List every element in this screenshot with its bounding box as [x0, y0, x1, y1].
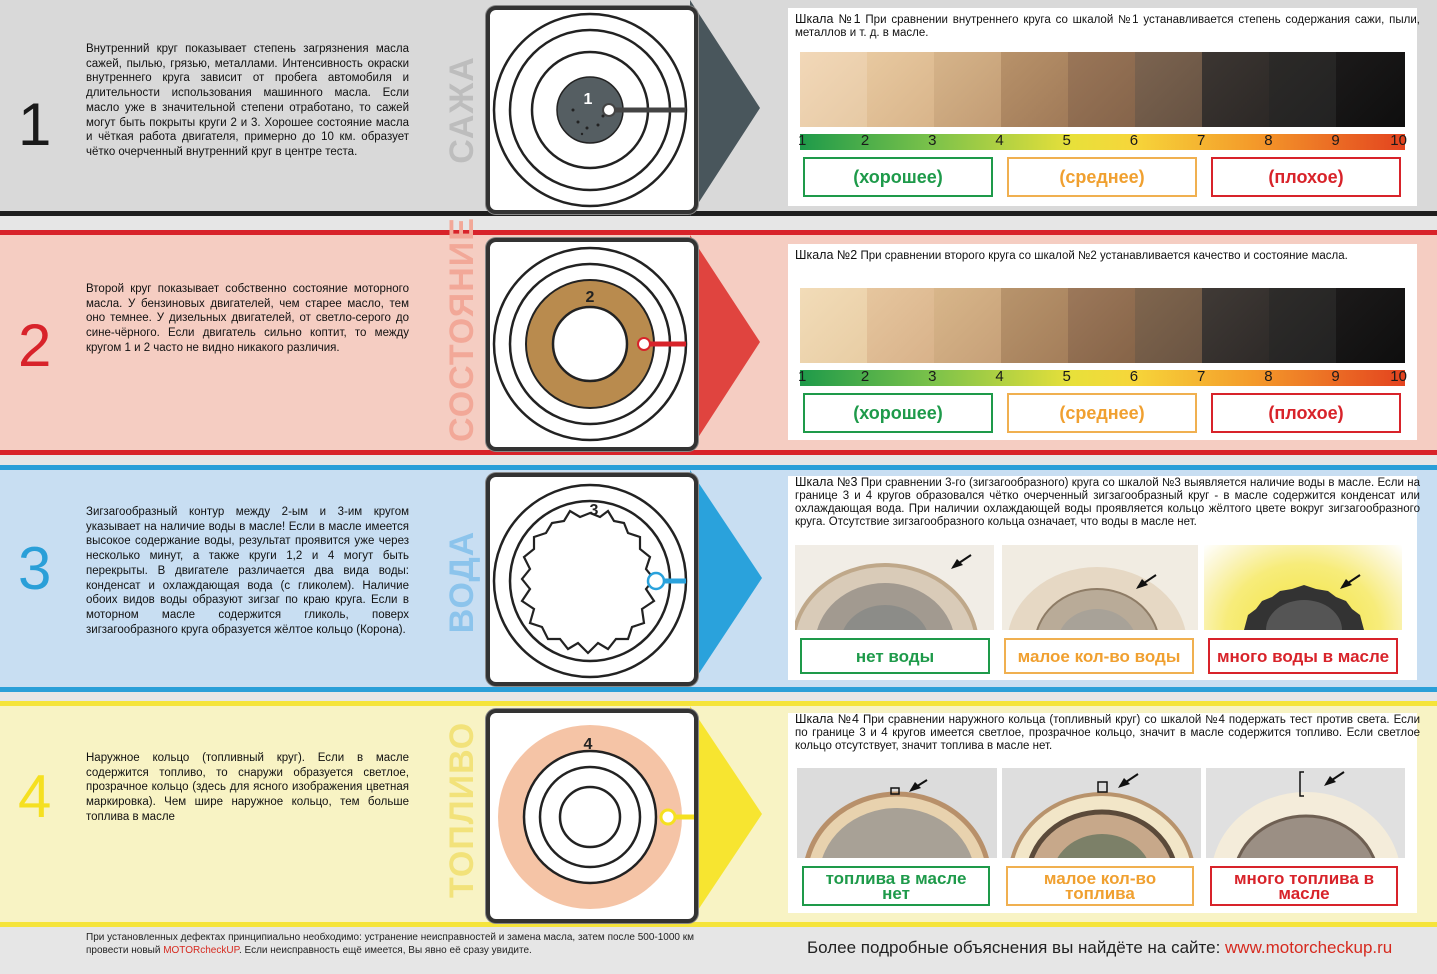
- footer-note: [86, 931, 696, 957]
- section-4-verdict-much: много топлива в масле: [1210, 866, 1398, 906]
- section-1-swatches: [800, 52, 1405, 127]
- section-3-scale-text: [795, 476, 1420, 529]
- footer-note-a: При установленных дефектах принципиально необходимо: устранение неисправностей и замена масла, затем после 500-1000 км провести новый: [86, 932, 695, 956]
- footer-note-b: . Если неисправность ещё имеется, Вы явно её сразу увидите.: [238, 945, 532, 956]
- section-1-number: 1: [18, 91, 52, 158]
- section-2-scale-bar: [800, 370, 1405, 386]
- section-2-scale-desc: При сравнении второго круга со шкалой №2 устанавливается качество и состояние масла.: [860, 250, 1348, 262]
- swatch: [1336, 288, 1405, 363]
- section-3-photo-little-water: [1002, 545, 1198, 630]
- scale-tick: 5: [1062, 368, 1071, 385]
- scale-tick: 5: [1062, 132, 1071, 149]
- section-3-verdict-much: много воды в масле: [1208, 638, 1398, 674]
- footer-url-link[interactable]: www.motorcheckup.ru: [1225, 938, 1393, 957]
- section-4-number: 4: [18, 763, 52, 830]
- swatch: [934, 288, 1001, 363]
- section-2-scale-text: [795, 249, 1420, 263]
- swatch: [1001, 288, 1068, 363]
- section-4-verdict-none: топлива в масле нет: [802, 866, 990, 906]
- section-3-diagram: [486, 473, 698, 686]
- scale-tick: 4: [995, 132, 1004, 149]
- swatch: [1135, 52, 1202, 127]
- section-1-scale-desc: При сравнении внутреннего круга со шкалой №1 устанавливается степень содержания сажи, пыли, металлов и т. д. в масле.: [795, 14, 1420, 39]
- section-2-verdict-good: (хорошее): [803, 393, 993, 433]
- section-4-verdict-little: малое кол-во топлива: [1006, 866, 1194, 906]
- section-4-circle-number: 4: [583, 736, 593, 753]
- section-3-photo-no-water: [795, 545, 994, 630]
- section-3-arrow: [690, 470, 770, 687]
- scale-tick: 7: [1196, 368, 1206, 385]
- scale-tick: 1: [798, 368, 807, 385]
- scale-tick: 9: [1331, 368, 1340, 385]
- scale-tick: 2: [860, 368, 870, 385]
- section-4-scale-desc: При сравнении наружного кольца (топливный круг) со шкалой №4 подержать тест против света. Если по границе 3 и 4 кругов имеется светлое, прозрачное кольцо, значит в масле содержится топливо. Если светлое кольцо отсутствует, значит топлива в масле нет.: [795, 714, 1420, 752]
- section-2-description: Второй круг показывает собственно состояние моторного масла. У бензиновых двигателей, чем старее масло, тем оно темнее. У дизельных двигателей, от светло-серого до сине-чёрного. Если двигатель сильно коптит, то между кругом 1 и 2 часто не видно никакого различия.: [86, 283, 409, 354]
- swatch: [800, 52, 867, 127]
- scale-tick: 8: [1264, 132, 1273, 149]
- section-2-swatches: [800, 288, 1405, 363]
- section-4-arrow: [690, 706, 770, 922]
- section-3-scale-title: Шкала №3: [795, 475, 858, 489]
- footer-website: [807, 938, 1392, 958]
- scale-tick: 4: [995, 368, 1004, 385]
- section-1-scale-bar: [800, 134, 1405, 150]
- swatch: [1135, 288, 1202, 363]
- swatch: [1269, 288, 1336, 363]
- section-2-verdict-medium: (среднее): [1007, 393, 1197, 433]
- footer-website-text: Более подробные объяснения вы найдёте на сайте:: [807, 938, 1226, 957]
- scale-tick: 6: [1129, 368, 1139, 385]
- section-3-circle-number: 3: [589, 502, 599, 519]
- section-4-scale-title: Шкала №4: [795, 712, 859, 726]
- section-2-scale-title: Шкала №2: [795, 248, 858, 262]
- section-2-diagram: [486, 238, 698, 451]
- section-4-description: Наружное кольцо (топливный круг). Если в масле содержится топливо, то снаружи образуется светлое, прозрачное кольцо (здесь для ясного изображения цветная маркировка). Чем шире наружное кольцо, тем больше топлива в масле: [86, 752, 409, 823]
- scale-tick: 3: [928, 132, 937, 149]
- scale-tick: 10: [1390, 368, 1407, 385]
- scale-tick: 7: [1196, 132, 1206, 149]
- section-4-photo-little-fuel: [1002, 768, 1201, 858]
- section-3-photo-much-water: [1204, 545, 1402, 630]
- section-3-verdict-none: нет воды: [800, 638, 990, 674]
- swatch: [934, 52, 1001, 127]
- swatch: [1001, 52, 1068, 127]
- scale-tick: 6: [1129, 132, 1139, 149]
- section-3-description: Зигзагообразный контур между 2-ым и 3-им кругом указывает на наличие воды в масле! Если в масле имеется высокое содержание воды, результат проявится уже через несколько минут, а также круги 1,2 и 4 могут быть перекрыты. В двигателе различается два вида воды: конденсат и охлаждающая вода (с гликолем). Наличие обоих видов воды образуют зигзаг по краю круга. Если в моторном масле содержится гликоль, поверх зигзагообразного круга образуется жёлтое кольцо (Корона).: [86, 506, 409, 636]
- section-2-verdict-bad: (плохое): [1211, 393, 1401, 433]
- section-3-number: 3: [18, 535, 52, 602]
- swatch: [867, 52, 934, 127]
- scale-tick: 3: [928, 368, 937, 385]
- section-4-scale-text: [795, 713, 1420, 753]
- scale-tick: 1: [798, 132, 807, 149]
- scale-tick: 9: [1331, 132, 1340, 149]
- section-4-diagram: [486, 709, 698, 923]
- section-1-diagram: [486, 6, 698, 214]
- section-1-verdict-good: (хорошее): [803, 157, 993, 197]
- swatch: [800, 288, 867, 363]
- scale-tick: 10: [1390, 132, 1407, 149]
- section-1-arrow: [690, 0, 770, 216]
- swatch: [1202, 288, 1269, 363]
- swatch: [1336, 52, 1405, 127]
- section-2-label: СОСТОЯНИЕ: [443, 217, 481, 442]
- section-1-scale-text: [795, 13, 1420, 40]
- section-2-number: 2: [18, 312, 52, 379]
- section-4-label: ТОПЛИВО: [443, 721, 481, 898]
- section-3-label: ВОДА: [443, 530, 481, 634]
- section-3-scale-desc: При сравнении 3-го (зигзагообразного) круга со шкалой №3 выявляется наличие воды в масле. Если на границе 3 и 4 кругов образовался чётко очерченный зигзагообразный круг - в масле содержится конденсат или охлаждающая вода. При наличии охлаждающей воды проявляется кольцо жёлтого цвете вокруг зигзагообразного круга. Отсутствие зигзагообразного кольца означает, что воды в масле нет.: [795, 477, 1420, 528]
- swatch: [867, 288, 934, 363]
- section-1-verdict-medium: (среднее): [1007, 157, 1197, 197]
- section-1-description: Внутренний круг показывает степень загрязнения масла сажей, пылью, грязью, металлами. Интенсивность окраски внутреннего круга зависит от пробега автомобиля и длительности использования машинного масла. Если масло уже в значительной степени отработано, то сажей могут быть покрыты круги 2 и 3. Хорошее состояние масла и чёткая работа двигателя, примерно до 10 км. образует чётко очерченный внутренний круг в центре теста.: [86, 43, 409, 158]
- section-2-arrow: [690, 235, 770, 450]
- section-1-label: САЖА: [443, 56, 481, 164]
- footer-brand: MOTORcheckUP: [163, 945, 239, 956]
- scale-tick: 8: [1264, 368, 1273, 385]
- section-1-circle-number: 1: [583, 91, 593, 108]
- section-3-verdict-little: малое кол-во воды: [1004, 638, 1194, 674]
- swatch: [1269, 52, 1336, 127]
- swatch: [1202, 52, 1269, 127]
- section-1-scale-title: Шкала №1: [795, 12, 861, 26]
- section-4-photo-no-fuel: [797, 768, 997, 858]
- swatch: [1068, 288, 1135, 363]
- section-1-verdict-bad: (плохое): [1211, 157, 1401, 197]
- section-4-photo-much-fuel: [1206, 768, 1405, 858]
- section-2-circle-number: 2: [585, 289, 595, 306]
- swatch: [1068, 52, 1135, 127]
- scale-tick: 2: [860, 132, 870, 149]
